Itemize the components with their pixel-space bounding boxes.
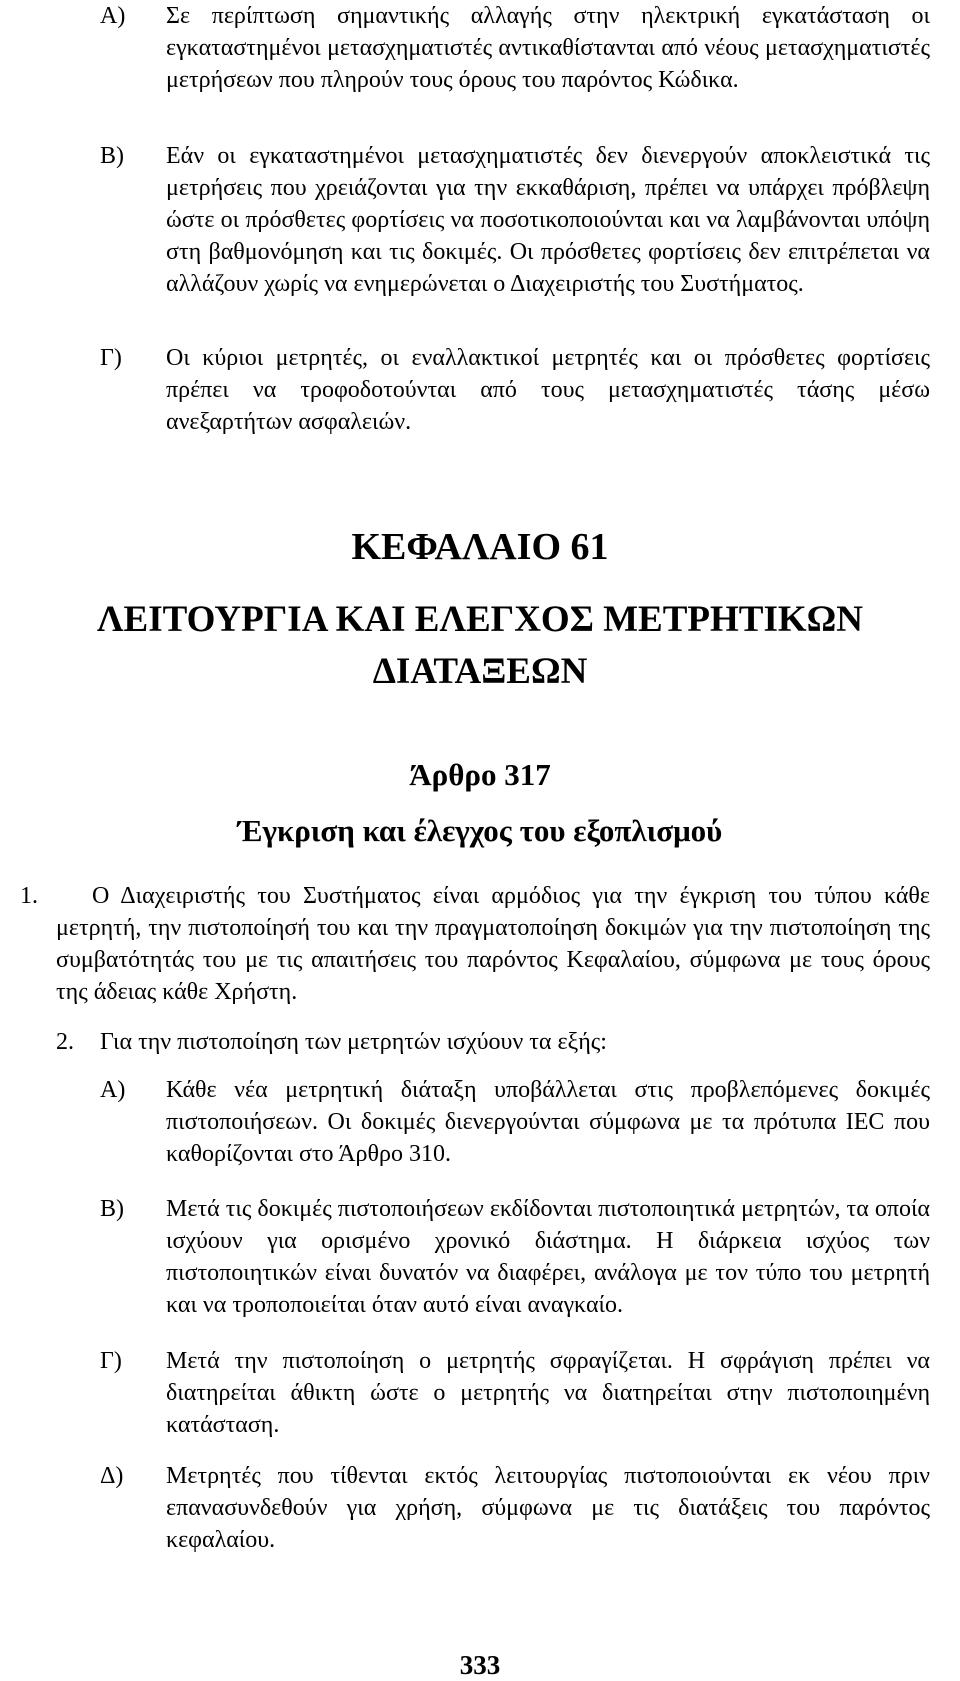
list-item-label: Β) xyxy=(100,1196,124,1222)
page-number: 333 xyxy=(459,1650,501,1680)
list-item-text: Οι κύριοι μετρητές, οι εναλλακτικοί μετρητές και οι πρόσθετες φορτίσεις πρέπει να τροφοδοτούνται από τους μετασχηματιστές τάσης μέσω ανεξαρτήτων ασφαλειών. xyxy=(166,345,930,435)
chapter-title-line-2: ΔΙΑΤΑΞΕΩΝ xyxy=(372,651,588,692)
article-number: Άρθρο 317 xyxy=(409,757,551,792)
list-item-label: Β) xyxy=(100,143,124,169)
paragraph-number: 1. xyxy=(20,883,38,909)
list-item-text: Σε περίπτωση σημαντικής αλλαγής στην ηλεκτρική εγκατάσταση οι εγκαταστημένοι μετασχηματιστές αντικαθίστανται από νέους μετασχηματιστές μετρήσεων που πληρούν τους όρους του παρόντος Κώδικα. xyxy=(166,3,930,93)
list-item-label: Α) xyxy=(100,1077,126,1103)
article-title: Έγκριση και έλεγχος του εξοπλισμού xyxy=(237,813,723,848)
chapter-number: ΚΕΦΑΛΑΙΟ 61 xyxy=(351,526,609,568)
paragraph-text xyxy=(20,880,930,1008)
list-item-text: Μετά την πιστοποίηση ο μετρητής σφραγίζεται. Η σφράγιση πρέπει να διατηρείται άθικτη ώστε ο μετρητής να διατηρείται στην πιστοποιημένη κατάσταση. xyxy=(166,1348,930,1438)
list-item-text: Εάν οι εγκαταστημένοι μετασχηματιστές δεν διενεργούν αποκλειστικά τις μετρήσεις που χρειάζονται για την εκκαθάριση, πρέπει να υπάρχει πρόβλεψη ώστε οι πρόσθετες φορτίσεις να ποσοτικοποιούνται και να λαμβάνονται υπόψη στη βαθμονόμηση και τις δοκιμές. Οι πρόσθετες φορτίσεις δεν επιτρέπεται να αλλάζουν χωρίς να ενημερώνεται ο Διαχειριστής του Συστήματος. xyxy=(166,143,930,297)
list-item-text: Μετρητές που τίθενται εκτός λειτουργίας πιστοποιούνται εκ νέου πριν επανασυνδεθούν για χρήση, σύμφωνα με τις διατάξεις του παρόντος κεφαλαίου. xyxy=(166,1463,930,1553)
paragraph-body: Για την πιστοποίηση των μετρητών ισχύουν τα εξής: xyxy=(100,1029,607,1055)
paragraph-body: Ο Διαχειριστής του Συστήματος είναι αρμόδιος για την έγκριση του τύπου κάθε μετρητή, την πιστοποίησή του και την πραγματοποίηση δοκιμών για την πιστοποίηση της συμβατότητάς του με τις απαιτήσεις του παρόντος Κεφαλαίου, σύμφωνα με τους όρους της άδειας κάθε Χρήστη. xyxy=(56,883,930,1005)
list-item-text: Μετά τις δοκιμές πιστοποιήσεων εκδίδονται πιστοποιητικά μετρητών, τα οποία ισχύουν για ορισμένο χρονικό διάστημα. Η διάρκεια ισχύος των πιστοποιητικών είναι δυνατόν να διαφέρει, ανάλογα με τον τύπο του μετρητή και να τροποποιείται όταν αυτό είναι αναγκαίο. xyxy=(166,1196,930,1318)
paragraph-number: 2. xyxy=(56,1029,74,1055)
chapter-title-line-1: ΛΕΙΤΟΥΡΓΙΑ ΚΑΙ ΕΛΕΓΧΟΣ ΜΕΤΡΗΤΙΚΩΝ xyxy=(97,599,863,640)
list-item-label: Γ) xyxy=(100,345,122,371)
list-item-label: Δ) xyxy=(100,1463,124,1489)
list-item-label: Γ) xyxy=(100,1348,122,1374)
list-item-text: Κάθε νέα μετρητική διάταξη υποβάλλεται στις προβλεπόμενες δοκιμές πιστοποιήσεων. Οι δοκιμές διενεργούνται σύμφωνα με τα πρότυπα IEC που καθορίζονται στο Άρθρο 310. xyxy=(166,1077,930,1167)
list-item-label: Α) xyxy=(100,3,126,29)
